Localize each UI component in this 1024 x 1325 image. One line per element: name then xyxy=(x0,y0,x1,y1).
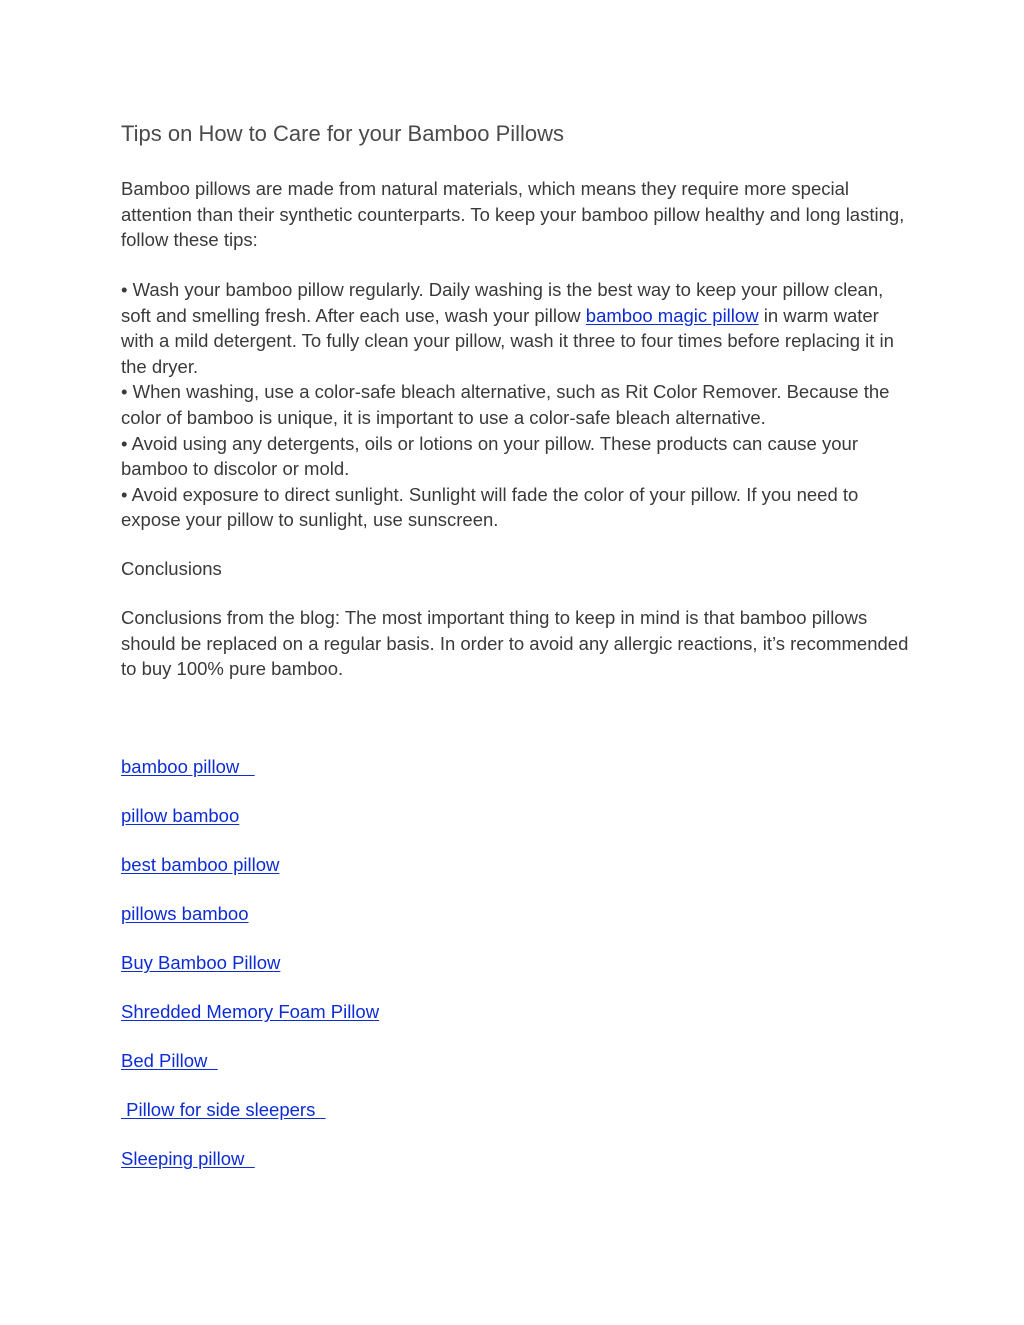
list-item xyxy=(121,950,379,999)
intro-paragraph: Bamboo pillows are made from natural materials, which means they require more special attention than their synthetic counterparts. To keep your bamboo pillow healthy and long lasting, follow these tips: xyxy=(121,178,905,251)
conclusions-heading: Conclusions xyxy=(121,558,222,579)
tip-sunlight: • Avoid exposure to direct sunlight. Sunlight will fade the color of your pillow. If you need to expose your pillow to sunlight, use sunscreen. xyxy=(121,483,859,531)
related-links-list xyxy=(121,754,379,1195)
list-item xyxy=(121,754,379,803)
link-best-bamboo-pillow[interactable]: best bamboo pillow xyxy=(121,854,280,875)
page-title: Tips on How to Care for your Bamboo Pillows xyxy=(121,121,565,146)
link-buy-bamboo-pillow[interactable]: Buy Bamboo Pillow xyxy=(121,952,281,973)
list-item xyxy=(121,803,379,852)
link-sleeping-pillow[interactable]: Sleeping pillow xyxy=(121,1148,255,1169)
link-pillow-bamboo[interactable]: pillow bamboo xyxy=(121,805,240,826)
tip-detergents: • Avoid using any detergents, oils or lotions on your pillow. These products can cause your bamboo to discolor or mold. xyxy=(121,432,858,480)
tip-wash-text-end: in warm water with a mild detergent. To fully clean your pillow, wash it three to four times before replacing it in the dryer. xyxy=(121,304,894,377)
link-pillow-for-side-sleepers[interactable]: Pillow for side sleepers xyxy=(121,1099,326,1120)
list-item xyxy=(121,999,379,1048)
list-item xyxy=(121,852,379,901)
tip-wash-text-start: • Wash your bamboo pillow regularly. Daily washing is the best way to keep your pillow clean, soft and smelling fresh. After each use, wash your pillow xyxy=(121,279,884,326)
list-item xyxy=(121,1146,379,1195)
tip-wash xyxy=(121,277,911,379)
list-item xyxy=(121,901,379,950)
conclusions-paragraph: Conclusions from the blog: The most important thing to keep in mind is that bamboo pillows should be replaced on a regular basis. In order to avoid any allergic reactions, it’s recommended to buy 100% pure bamboo. xyxy=(121,607,909,680)
tip-bleach: • When washing, use a color-safe bleach alternative, such as Rit Color Remover. Because the color of bamboo is unique, it is important to use a color-safe bleach alternative. xyxy=(121,381,890,428)
list-item xyxy=(121,1097,379,1146)
link-shredded-memory-foam-pillow[interactable]: Shredded Memory Foam Pillow xyxy=(121,1001,380,1022)
tips-list xyxy=(121,277,911,533)
list-item xyxy=(121,1048,379,1097)
bamboo-magic-pillow-link[interactable]: bamboo magic pillow xyxy=(585,304,759,326)
link-bamboo-pillow[interactable]: bamboo pillow xyxy=(121,756,255,777)
link-bed-pillow[interactable]: Bed Pillow xyxy=(121,1050,218,1071)
link-pillows-bamboo[interactable]: pillows bamboo xyxy=(121,903,249,924)
